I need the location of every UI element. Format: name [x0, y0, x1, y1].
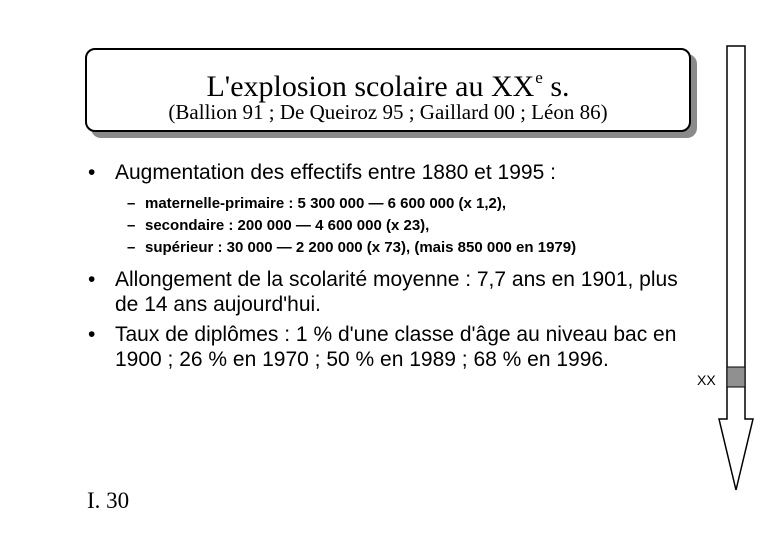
title-box — [85, 48, 691, 132]
slide-subtitle: (Ballion 91 ; De Queiroz 95 ; Gaillard 00 ; Léon 86) — [168, 100, 608, 124]
dash-icon: – — [127, 217, 136, 234]
bullet-dot-icon: • — [88, 268, 96, 291]
sub-item-higher — [88, 237, 698, 259]
timeline-arrow-icon — [718, 44, 762, 494]
bullet-dot-icon: • — [88, 161, 96, 184]
bullet-list — [88, 160, 698, 372]
title-suffix: s. — [542, 70, 570, 103]
timeline-marker — [727, 367, 745, 387]
bullet-item-duration — [88, 267, 698, 317]
sub-item-text: secondaire : 200 000 — 4 600 000 (x 23), — [145, 217, 430, 234]
page-reference: I. 30 — [87, 488, 130, 513]
slide-title — [87, 61, 689, 104]
dash-icon: – — [127, 239, 136, 256]
title-superscript: e — [535, 68, 543, 87]
bullet-text: Augmentation des effectifs entre 1880 et 1995 : — [115, 161, 556, 184]
sub-item-primary — [88, 193, 698, 215]
sub-item-text: maternelle-primaire : 5 300 000 — 6 600 000 (x 1,2), — [145, 195, 507, 212]
bullet-item-enrollment — [88, 160, 698, 185]
bullet-text: Allongement de la scolarité moyenne : 7,7 ans en 1901, plus de 14 ans aujourd'hui. — [115, 268, 678, 316]
sub-list — [88, 193, 698, 259]
sub-item-secondary — [88, 215, 698, 237]
bullet-item-diplomas — [88, 322, 698, 372]
title-text: L'explosion scolaire au XX — [206, 70, 535, 103]
bullet-dot-icon: • — [88, 323, 96, 346]
sub-item-text: supérieur : 30 000 — 2 200 000 (x 73), (mais 850 000 en 1979) — [145, 239, 577, 256]
timeline-arrow-shape — [719, 46, 753, 490]
bullet-text: Taux de diplômes : 1 % d'une classe d'âge au niveau bac en 1900 ; 26 % en 1970 ; 50 % en 1989 ; 68 % en 1996. — [115, 323, 677, 371]
dash-icon: – — [127, 195, 136, 212]
timeline-marker-label: XX — [697, 372, 716, 388]
